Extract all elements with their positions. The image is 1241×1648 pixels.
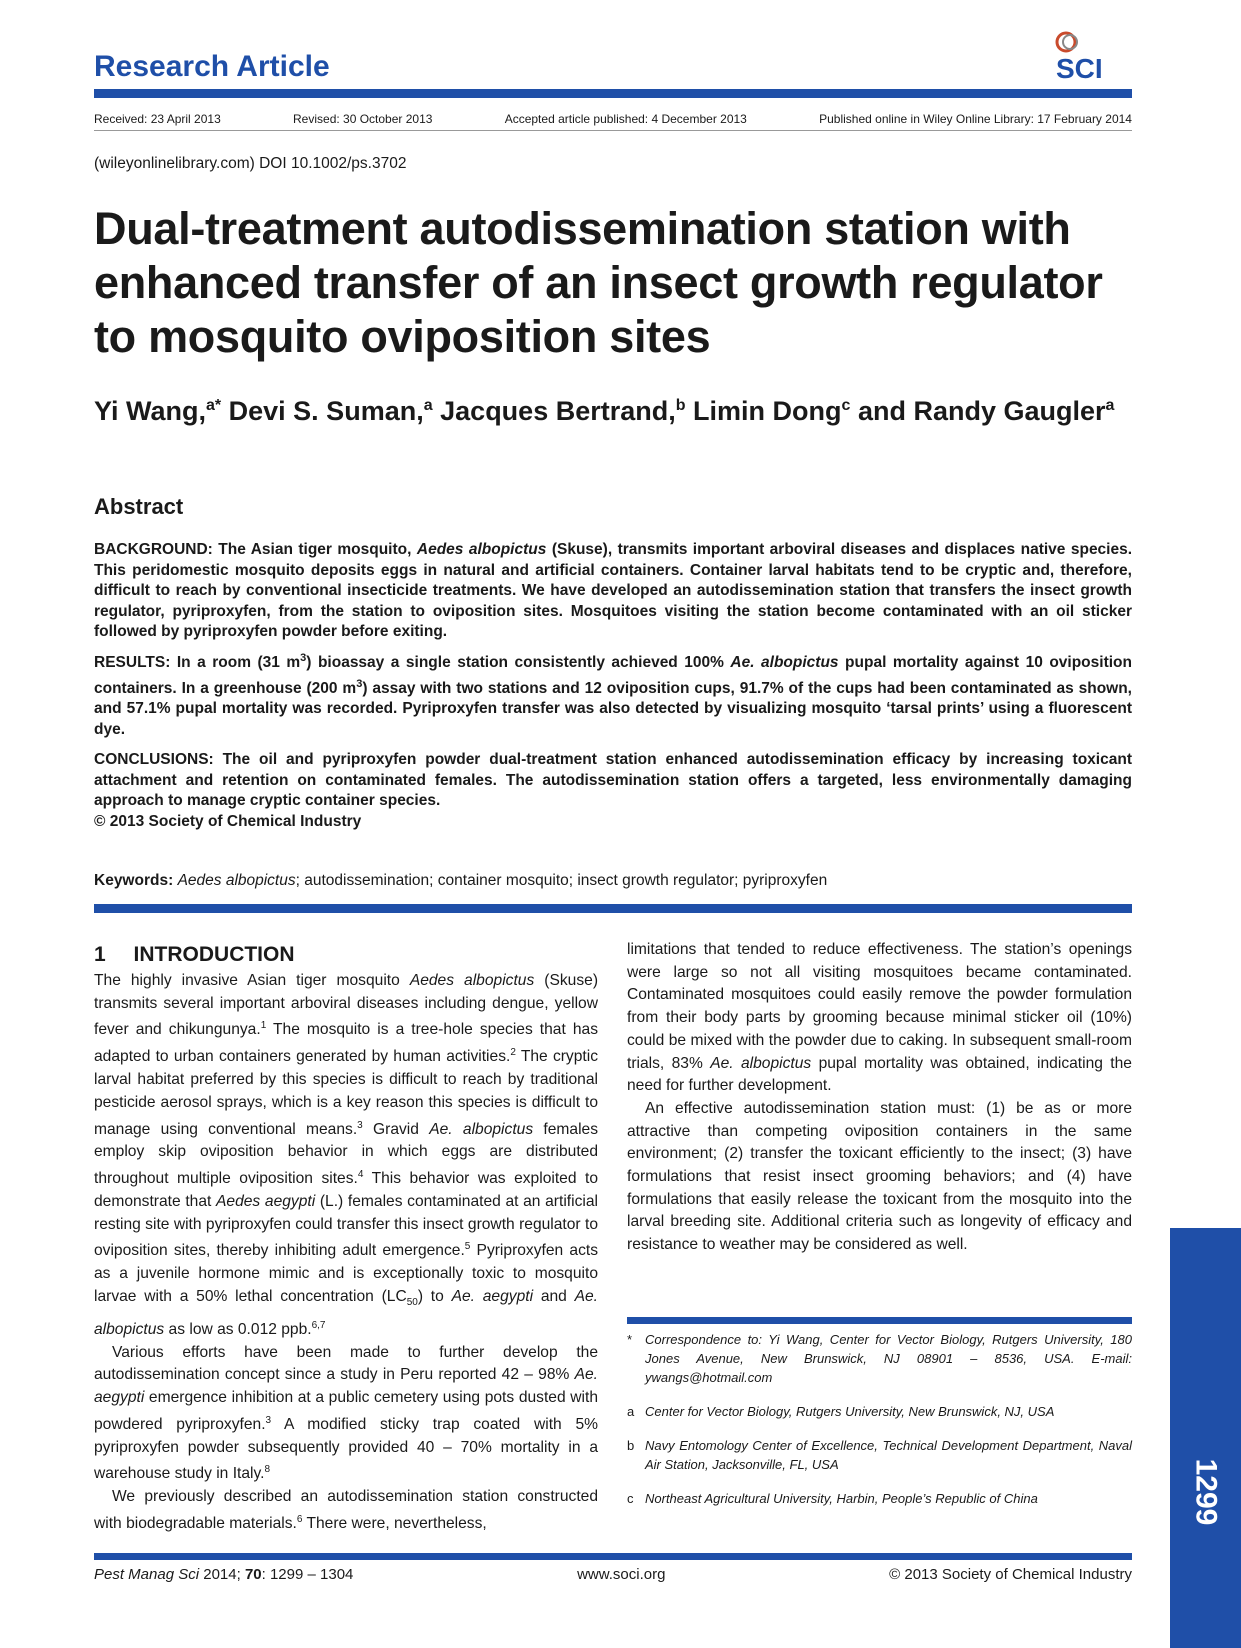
received-date: Received: 23 April 2013 [94,112,221,126]
footnote: a Center for Vector Biology, Rutgers University, New Brunswick, NJ, USA [627,1404,1055,1419]
background-text: The Asian tiger mosquito, [218,541,412,558]
footnote: c Northeast Agricultural University, Harbin, People’s Republic of China [627,1491,1038,1506]
footnote: b Navy Entomology Center of Excellence, Technical Development Department, Naval Air Station, Jacksonville, FL, USA [627,1438,1132,1472]
author-name: and Randy Gaugler [857,396,1106,426]
keywords [94,872,1132,890]
species-name: Aedes albopictus [416,541,547,558]
intro-paragraph: We previously described an autodissemination station constructed with biodegradable materials.$^6$ There were, nevertheless, [94,1488,598,1533]
conclusions-label: CONCLUSIONS: [94,751,214,768]
dates-rule [94,130,1132,131]
sci-logo [1048,30,1132,82]
results-text: In a room (31 m [176,654,301,672]
footnote: * Correspondence to: Yi Wang, Center for Vector Biology, Rutgers University, 180 Jones Avenue, New Brunswick, NJ 08901 – 8536, USA. E-mail: ywangs@hotmail.com [627,1332,1132,1385]
section-number: 1 [94,943,106,966]
author-name: Jacques Bertrand, [440,396,676,426]
abstract-heading: Abstract [94,494,184,519]
intro-paragraph: The highly invasive Asian tiger mosquito Aedes albopictus (Skuse) transmits several important arboviral diseases including dengue, yellow fever and chikungunya.$^1$ The mosquito is a tree-hole species that has adapted to urban containers generated by human activities.$^2$ The cryptic larval habitat preferred by this species is difficult to reach by traditional pesticide aerosol sprays, which is a key reason this species is difficult to manage using conventional means.$^3$ Gravid Ae. albopictus females employ skip oviposition behavior in which eggs are distributed throughout multiple oviposition sites.$^4$ This behavior was exploited to demonstrate that Aedes aegypti (L.) females contaminated at an artificial resting site with pyriproxyfen could transfer this insect growth regulator to oviposition sites, thereby inhibiting adult emergence.$^5$ Pyriproxyfen acts as a juvenile hormone mimic and is exceptionally toxic to mosquito larvae with a 50% lethal concentration $(LC_{50})$ to Ae. aegypti and Ae. albopictus as low as 0.012 ppb.$^{6,7}$ [94,972,599,1339]
published-date: Published online in Wiley Online Library: 17 February 2014 [819,112,1132,126]
footer-citation: Pest Manag Sci 2014; 70: 1299 – 1304 [94,1566,354,1583]
page-footer [94,1566,1132,1583]
accepted-date: Accepted article published: 4 December 2013 [504,112,747,126]
footnotes [627,1330,1132,1523]
sci-logo-text: SCI [1056,53,1103,82]
page-number-tab [1170,1228,1241,1648]
intro-paragraph: limitations that tended to reduce effectiveness. The station’s openings were large so not all visiting mosquitoes became contaminated. Contaminated mosquitoes could easily remove the powder formulation from their body parts by grooming because minimal sticker oil (10%) could be mixed with the powder due to caking. In subsequent small-room trials, 83% Ae. albopictus pupal mortality was obtained, indicating the need for further development. [627,941,1132,1095]
abstract-conclusions [94,750,1132,832]
page-number: 1299 [1189,1458,1223,1526]
revised-date: Revised: 30 October 2013 [293,112,433,126]
keyword-species: Aedes albopictus [177,872,296,889]
abstract-copyright: © 2013 Society of Chemical Industry [94,812,362,830]
journal-section-label: Research Article [94,50,330,83]
footer-copyright: © 2013 Society of Chemical Industry [889,1566,1132,1583]
species-name: Ae. albopictus [730,654,839,672]
results-text: ) bioassay a single station consistently achieved 100% [306,654,724,672]
keywords-label: Keywords: [94,872,174,889]
abstract-background [94,540,1132,643]
author-name: Yi Wang, [94,396,206,426]
footnote-rule [627,1317,1132,1324]
author-affiliation: a* [206,397,222,414]
author-list [94,389,1134,428]
section-title: INTRODUCTION [133,943,295,966]
intro-paragraph: An effective autodissemination station must: (1) be as or more attractive than competing oviposition containers in the same environment; (2) transfer the toxicant efficiently to the insect; (3) have formulations that resist insect grooming behaviors; and (4) have formulations that easily release the toxicant from the mosquito into the larval breeding site. Additional criteria such as longevity of efficacy and resistance to weather may be considered as well. [627,1099,1132,1254]
author-affiliation: b [675,397,686,414]
author-affiliation: a [1105,397,1115,414]
background-text: (Skuse), transmits important arboviral diseases and displaces native species. This peridomestic mosquito deposits eggs in natural and artificial containers. Container larval habitats tend to be cryptic and, therefore, difficult to reach by conventional insecticide treatments. We have developed an autodissemination station that transfers the insect growth regulator, pyriproxyfen, from the station to oviposition sites. Mosquitoes visiting the station become contaminated with an oil sticker followed by pyriproxyfen powder before exiting. [94,541,1133,640]
doi: (wileyonlinelibrary.com) DOI 10.1002/ps.3702 [94,155,407,172]
conclusions-text: The oil and pyriproxyfen powder dual-treatment station enhanced autodissemination efficacy by increasing toxicant attachment and retention on contaminated females. The autodissemination station offers a targeted, less environmentally damaging approach to manage cryptic container species. [94,751,1132,809]
right-column [627,939,1132,1257]
results-text: pupal mortality against 10 oviposition containers. In a greenhouse (200 m [94,654,1132,697]
footer-rule [94,1553,1132,1560]
keywords-list: ; autodissemination; container mosquito; insect growth regulator; pyriproxyfen [295,872,828,889]
results-text: ) assay with two stations and 12 oviposition cups, 91.7% of the cups had been contaminated as shown, and 57.1% pupal mortality was recorded. Pyriproxyfen transfer was also detected by visualizing mosquito ‘tarsal prints’ using a fluorescent dye. [94,679,1132,738]
author-affiliation: c [841,397,851,414]
author-name: Limin Dong [693,396,842,426]
background-label: BACKGROUND: [94,541,213,558]
author-name: Devi S. Suman, [228,396,424,426]
article-dates [94,112,1132,126]
article-title: Dual-treatment autodissemination station with enhanced transfer of an insect growth regulator to mosquito oviposition sites [94,203,1103,362]
abstract-results: RESULTS: In a room (31 $m^3$) bioassay a single station consistently achieved 100% Ae. albopictus pupal mortality against 10 oviposition containers. In a greenhouse (200 $m^3$) assay with two stations and 12 oviposition cups, 91.7% of the cups had been contaminated as shown, and 57.1% pupal mortality was recorded. Pyriproxyfen transfer was also detected by visualizing mosquito ‘tarsal prints’ using a fluorescent dye. [94,652,1132,738]
section-rule [94,904,1132,913]
author-affiliation: a [423,397,433,414]
header-rule [94,89,1132,98]
section-heading [94,943,295,967]
results-label: RESULTS: [94,654,171,672]
left-column [94,970,598,1536]
footer-website[interactable]: www.soci.org [577,1566,666,1583]
intro-paragraph: Various efforts have been made to further develop the autodissemination concept since a study in Peru reported 42 – 98% Ae. aegypti emergence inhibition at a public cemetery using pots dusted with powdered pyriproxyfen.$^3$ A modified sticky trap coated with 5% pyriproxyfen powder subsequently provided 40 – 70% mortality in a warehouse study in Italy.$^8$ [94,1343,599,1483]
